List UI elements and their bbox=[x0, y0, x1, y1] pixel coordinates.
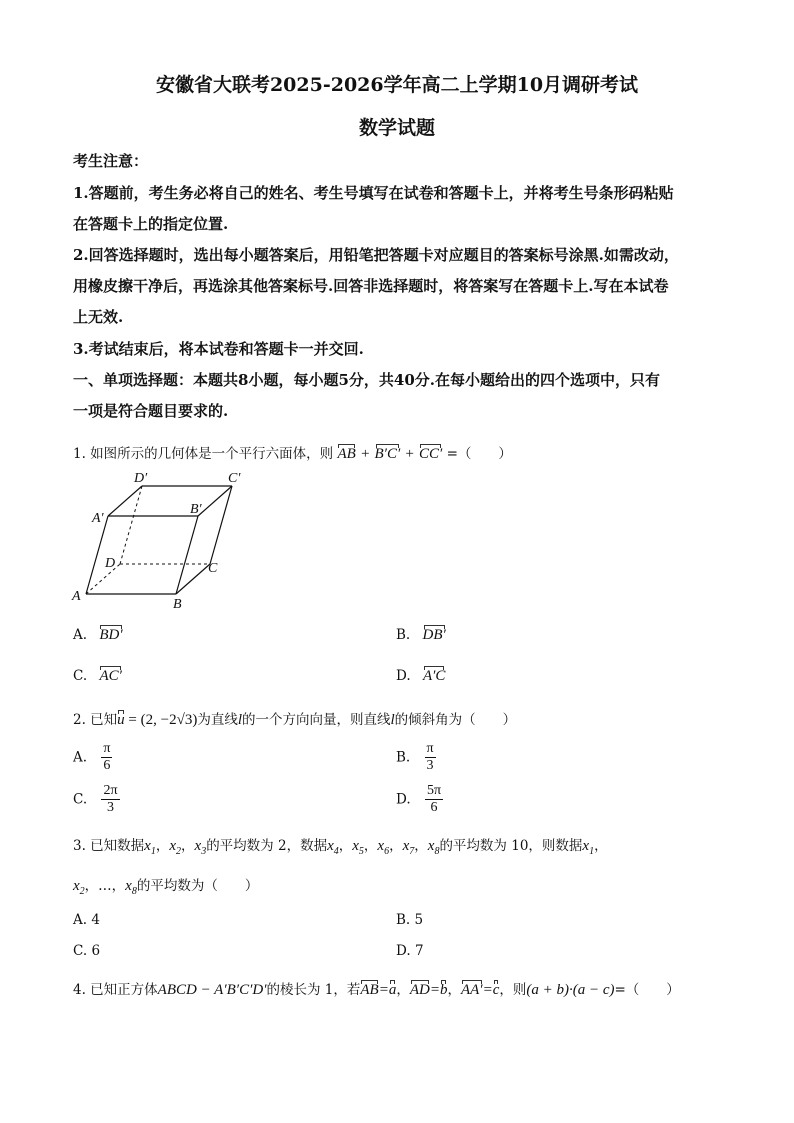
q3-x8-again: $x_8$ bbox=[125, 878, 137, 897]
q2-option-d-fraction bbox=[425, 783, 443, 816]
q4-tail: =（ ） bbox=[614, 982, 680, 998]
q3-line1: 3. 已知数据$x_1$，$x_2$，$x_3$的平均数为 2，数据$x_4$，$x_5$，$x_6$，$x_7$，$x_8$的平均数为 10，则数据$x_1$， bbox=[73, 838, 608, 857]
q1-option-c[interactable] bbox=[73, 668, 122, 685]
q3-x3: $x_3$ bbox=[194, 838, 207, 857]
q2-option-b-num: π bbox=[426, 741, 434, 756]
q4-vector-c: c bbox=[492, 982, 500, 998]
notice-item2-line1: 2.回答选择题时，选出每小题答案后，用铅笔把答题卡对应题目的答案标号涂黑.如需改动， bbox=[73, 246, 679, 264]
notice-item2-line3: 上无效. bbox=[73, 308, 124, 326]
q2-vector-value: = (2, −2√3) bbox=[124, 712, 198, 728]
q2-option-d[interactable] bbox=[396, 783, 443, 816]
q4-stem-b: 的棱长为 1，若 bbox=[266, 982, 361, 998]
q2-stem-row bbox=[73, 708, 516, 729]
q1-stem: 1. 如图所示的几何体是一个平行六面体，则 bbox=[73, 446, 334, 462]
q3-option-b[interactable] bbox=[396, 912, 423, 928]
q3-x1: $x_1$ bbox=[144, 838, 156, 857]
q4-vector-ab: AB bbox=[360, 982, 379, 998]
q3-option-a[interactable] bbox=[73, 912, 100, 928]
notice-item3: 3.考试结束后，将本试卷和答题卡一并交回. bbox=[73, 340, 364, 358]
notice-item1-line2: 在答题卡上的指定位置. bbox=[73, 215, 229, 233]
notice-item2-line2: 用橡皮擦干净后，再选涂其他答案标号.回答非选择题时，将答案写在答题卡上.写在本试卷 bbox=[73, 277, 669, 295]
q3-x1-again: $x_1$ bbox=[582, 838, 595, 857]
q1-option-a-value: BD′ bbox=[99, 627, 123, 643]
q3-x7: $x_7$ bbox=[402, 838, 415, 857]
q2-option-d-letter: D. bbox=[396, 791, 411, 808]
notice-item1-line1: 1.答题前，考生务必将自己的姓名、考生号填写在试卷和答题卡上，并将考生号条形码粘贴 bbox=[73, 184, 674, 202]
q1-vector-ab: AB bbox=[337, 446, 356, 462]
q1-option-a-letter: A. bbox=[73, 627, 88, 643]
q1-vector-cc1: CC′ bbox=[418, 446, 443, 462]
q2-line-l-2: l bbox=[390, 712, 395, 728]
q2-option-c[interactable] bbox=[73, 783, 120, 816]
label-d1: D′ bbox=[134, 471, 148, 486]
q3-option-b-value: 5 bbox=[414, 912, 424, 928]
q3-option-a-letter: A. bbox=[73, 912, 88, 928]
q3-option-c-letter: C. bbox=[73, 943, 88, 959]
section1-line2: 一项是符合题目要求的. bbox=[73, 402, 229, 420]
q1-plus-1: + bbox=[360, 446, 371, 462]
q3-stem-a: 3. 已知数据 bbox=[73, 838, 145, 854]
q2-stem-b: 为直线 bbox=[197, 712, 238, 728]
label-d: D bbox=[105, 556, 116, 571]
label-a1: A′ bbox=[92, 511, 104, 526]
q2-stem-d: 的倾斜角为（ ） bbox=[394, 712, 517, 728]
q2-option-c-den: 3 bbox=[106, 800, 114, 815]
q2-option-a-den: 6 bbox=[103, 758, 111, 773]
exam-title: 安徽省大联考2025-2026学年高二上学期10月调研考试 bbox=[155, 74, 639, 96]
q3-option-c-value: 6 bbox=[91, 943, 101, 959]
q4-stem-row: 4. 已知正方体ABCD − A′B′C′D′的棱长为 1，若AB=a，AD=b，AA′=c，则(a + b)·(a − c)=（ ） bbox=[73, 982, 680, 998]
q2-option-b-den: 3 bbox=[426, 758, 434, 773]
q4-vector-ad: AD bbox=[409, 982, 430, 998]
q2-option-a-fraction bbox=[101, 741, 112, 774]
q3-option-a-value: 4 bbox=[91, 912, 100, 928]
q3-line2: $x_2$，…，$x_8$的平均数为（ ） bbox=[73, 878, 259, 897]
q4-stem-c: ，则 bbox=[499, 982, 527, 998]
q3-ellipsis: … bbox=[98, 878, 112, 894]
q2-stem-a: 2. 已知 bbox=[73, 712, 118, 728]
q3-option-d[interactable] bbox=[396, 943, 424, 959]
q2-option-b-fraction bbox=[425, 741, 436, 774]
q2-stem-c: 的一个方向向量，则直线 bbox=[242, 712, 391, 728]
q2-option-b-letter: B. bbox=[396, 749, 411, 766]
q2-option-b[interactable] bbox=[396, 741, 436, 774]
q2-option-a-letter: A. bbox=[73, 749, 88, 766]
label-b: B bbox=[173, 597, 182, 611]
q1-option-b[interactable] bbox=[396, 627, 446, 644]
q1-option-c-letter: C. bbox=[73, 668, 88, 684]
q3-option-c[interactable] bbox=[73, 943, 100, 959]
q3-stem-tail: 的平均数为（ ） bbox=[136, 878, 259, 894]
q2-option-a[interactable] bbox=[73, 741, 112, 774]
q1-stem-row bbox=[73, 442, 512, 463]
q3-x5: $x_5$ bbox=[352, 838, 364, 857]
q3-stem-b: 的平均数为 2，数据 bbox=[206, 838, 328, 854]
q3-x8: $x_8$ bbox=[427, 838, 440, 857]
q3-option-d-value: 7 bbox=[414, 943, 424, 959]
q2-vector-u: u bbox=[117, 712, 125, 728]
q4-vector-a: a bbox=[388, 982, 397, 998]
q1-option-b-letter: B. bbox=[396, 627, 411, 643]
q1-option-d[interactable] bbox=[396, 668, 445, 685]
q4-vector-b: b bbox=[439, 982, 448, 998]
q1-option-a[interactable] bbox=[73, 627, 123, 644]
q2-option-a-num: π bbox=[103, 741, 111, 756]
exam-subtitle: 数学试题 bbox=[358, 117, 435, 139]
parallelepiped-figure bbox=[68, 466, 258, 611]
q1-option-c-value: AC′ bbox=[99, 668, 122, 684]
q3-x2: $x_2$ bbox=[169, 838, 182, 857]
q4-cube-name: ABCD − A′B′C′D′ bbox=[157, 982, 267, 998]
q3-option-d-letter: D. bbox=[396, 943, 411, 959]
q1-option-d-value: A′C bbox=[422, 668, 446, 684]
q2-option-d-den: 6 bbox=[430, 800, 438, 815]
q3-stem-c: 的平均数为 10，则数据 bbox=[439, 838, 583, 854]
q3-x6: $x_6$ bbox=[377, 838, 390, 857]
q1-vector-b1c1: B′C′ bbox=[374, 446, 401, 462]
label-c1: C′ bbox=[228, 471, 241, 486]
q1-option-d-letter: D. bbox=[396, 668, 411, 684]
q4-stem-a: 4. 已知正方体 bbox=[73, 982, 158, 998]
q2-line-l-1: l bbox=[237, 712, 242, 728]
q2-option-c-num: 2π bbox=[103, 783, 118, 798]
q2-option-c-letter: C. bbox=[73, 791, 88, 808]
q4-vector-aa1: AA′ bbox=[460, 982, 483, 998]
q4-expression: (a + b)·(a − c) bbox=[526, 982, 615, 998]
label-a: A bbox=[72, 589, 81, 604]
notice-heading: 考生注意： bbox=[73, 152, 149, 170]
q3-x4: $x_4$ bbox=[327, 838, 339, 857]
q2-option-c-fraction bbox=[101, 783, 119, 816]
q3-option-b-letter: B. bbox=[396, 912, 411, 928]
q1-option-b-value: DB′ bbox=[422, 627, 446, 643]
label-b1: B′ bbox=[190, 502, 202, 517]
q2-option-d-num: 5π bbox=[426, 783, 442, 798]
label-c: C bbox=[208, 561, 218, 576]
q1-tail: =（ ） bbox=[446, 446, 512, 462]
q3-x2-again: $x_2$ bbox=[73, 878, 85, 897]
q1-plus-2: + bbox=[404, 446, 415, 462]
section1-line1: 一、单项选择题：本题共8小题，每小题5分，共40分.在每小题给出的四个选项中，只有 bbox=[73, 371, 660, 389]
